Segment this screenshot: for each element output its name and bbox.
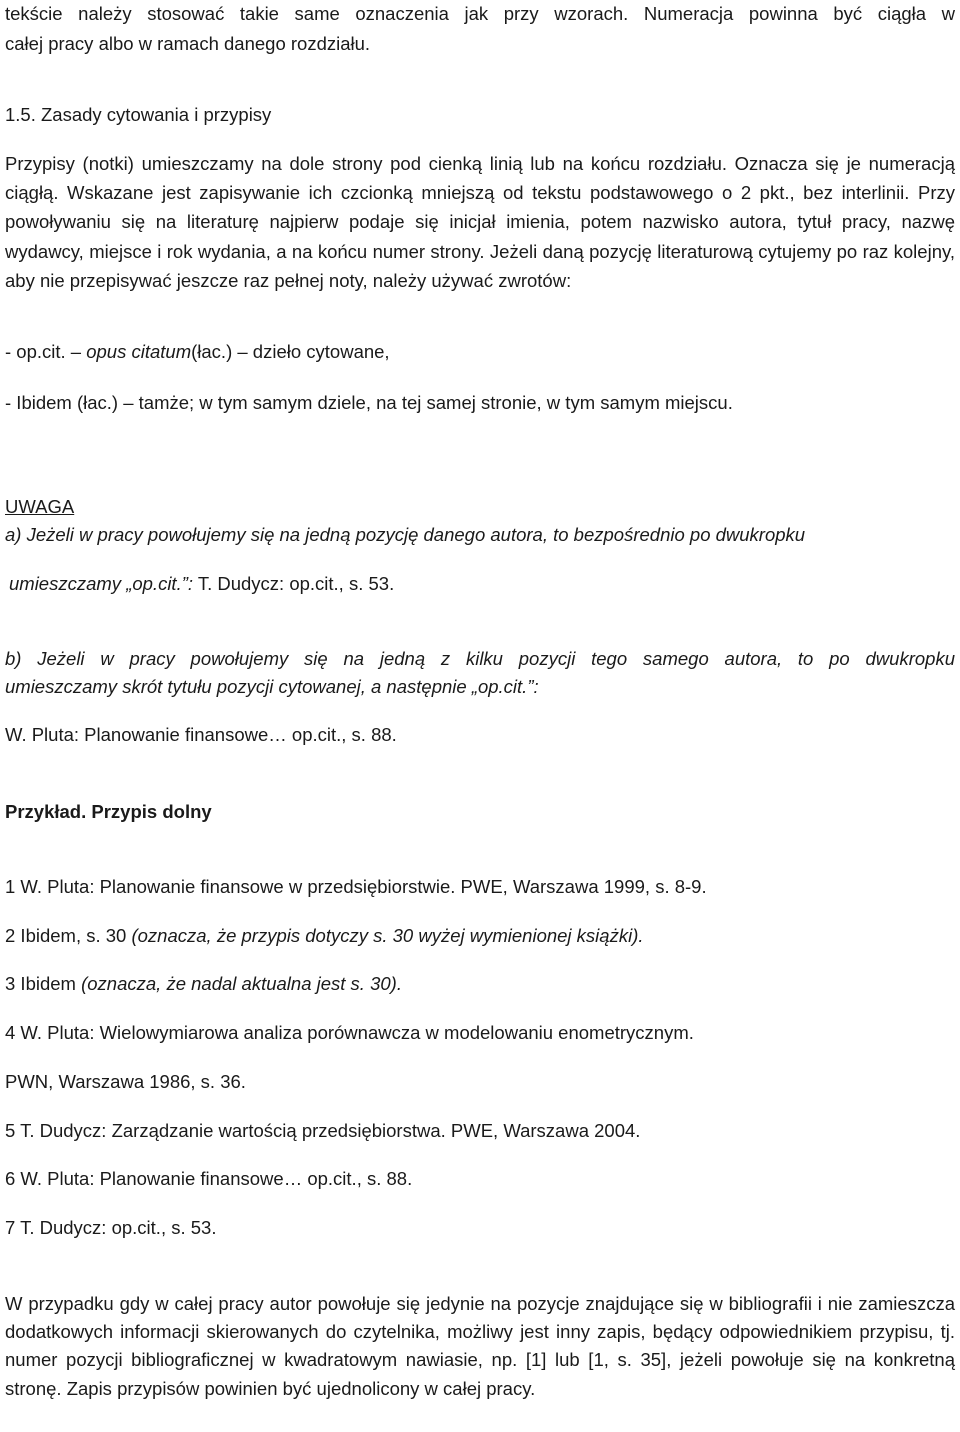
footnote-1 (5, 873, 955, 901)
footnote-text: PWN, Warszawa 1986, s. 36. (5, 1071, 246, 1092)
footnote-2 (5, 922, 955, 950)
footnote-comment: (oznacza, że nadal aktualna jest s. 30). (81, 973, 402, 994)
closing-paragraph: W przypadku gdy w całej pracy autor powołuje się jedynie na pozycje znajdujące się w bibliografii i nie zamieszcza dodatkowych informacji skierowanych do czytelnika, możliwy jest inny zapis, będący odpowiednikiem przypisu, tj. numer pozycji bibliograficznej w kwadratowym nawiasie, np. [1] lub [1, s. 35], jeżeli powołuje się na konkretną stronę. Zapis przypisów powinien być ujednolicony w całej pracy. (5, 1293, 955, 1399)
footnote-4 (5, 1019, 955, 1047)
ibidem-definition: - Ibidem (łac.) – tamże; w tym samym dziele, na tej samej stronie, w tym samym miejscu. (5, 392, 733, 413)
footnote-text: 5 T. Dudycz: Zarządzanie wartością przedsiębiorstwa. PWE, Warszawa 2004. (5, 1120, 641, 1141)
warning-a-line-1: a) Jeżeli w pracy powołujemy się na jedną pozycję danego autora, to bezpośrednio po dwukropku (5, 524, 806, 545)
warning-b-line-1: b) Jeżeli w pracy powołujemy się na jedną z kilku pozycji tego samego autora, to po dwukropku (5, 648, 955, 669)
example-label: Przykład. (5, 801, 87, 822)
warning-title: UWAGA (5, 496, 75, 517)
opcit-term: opus citatum (86, 341, 192, 362)
section-heading: 1.5. Zasady cytowania i przypisy (5, 104, 272, 125)
footnote-text: 3 Ibidem (5, 973, 82, 994)
footnote-7 (5, 1214, 955, 1242)
footnote-comment: (oznacza, że przypis dotyczy s. 30 wyżej wymienionej książki). (131, 925, 644, 946)
footnote-5 (5, 1117, 955, 1145)
warning-a-example: T. Dudycz: op.cit., s. 53. (193, 573, 395, 594)
intro-line-1: tekście należy stosować takie same oznaczenia jak przy wzorach. Numeracja powinna być ciągła w (5, 3, 955, 24)
footnote-text: 1 W. Pluta: Planowanie finansowe w przedsiębiorstwie. PWE, Warszawa 1999, s. 8-9. (5, 876, 707, 897)
footnote-text: 6 W. Pluta: Planowanie finansowe… op.cit., s. 88. (5, 1168, 413, 1189)
footnote-text: 7 T. Dudycz: op.cit., s. 53. (5, 1217, 217, 1238)
footnote-6 (5, 1165, 955, 1193)
warning-a-line-2 (9, 570, 959, 598)
footnote-text: 2 Ibidem, s. 30 (5, 925, 132, 946)
intro-line-2: całej pracy albo w ramach danego rozdziału. (5, 33, 371, 54)
citation-rules-paragraph: Przypisy (notki) umieszczamy na dole strony pod cienką linią lub na końcu rozdziału. Oznacza się je numeracją ciągłą. Wskazane jest zapisywanie ich czcionką mniejszą od tekstu podstawowego o 2 pkt., bez interlinii. Przy powoływaniu się na literaturę najpierw podaje się inicjał imienia, potem nazwisko autora, tytuł pracy, nazwę wydawcy, miejsce i rok wydania, a na końcu numer strony. Jeżeli daną pozycję literaturową cytujemy po raz kolejny, aby nie przepisywać jeszcze raz pełnej noty, należy używać zwrotów: (5, 153, 955, 291)
footnote-3 (5, 970, 955, 998)
warning-b-line-2: umieszczamy skrót tytułu pozycji cytowanej, a następnie „op.cit.”: (5, 676, 539, 697)
opcit-suffix: (łac.) – dzieło cytowane, (191, 341, 390, 362)
footnote-text: 4 W. Pluta: Wielowymiarowa analiza porównawcza w modelowaniu enometrycznym. (5, 1022, 694, 1043)
warning-b-example: W. Pluta: Planowanie finansowe… op.cit., s. 88. (5, 724, 397, 745)
footnote-4-continued (5, 1068, 955, 1096)
example-title: Przypis dolny (91, 801, 212, 822)
example-heading (5, 798, 955, 826)
warning-a-italic: umieszczamy „op.cit.”: (9, 573, 194, 594)
opcit-definition (5, 338, 955, 366)
opcit-prefix: - op.cit. – (5, 341, 87, 362)
